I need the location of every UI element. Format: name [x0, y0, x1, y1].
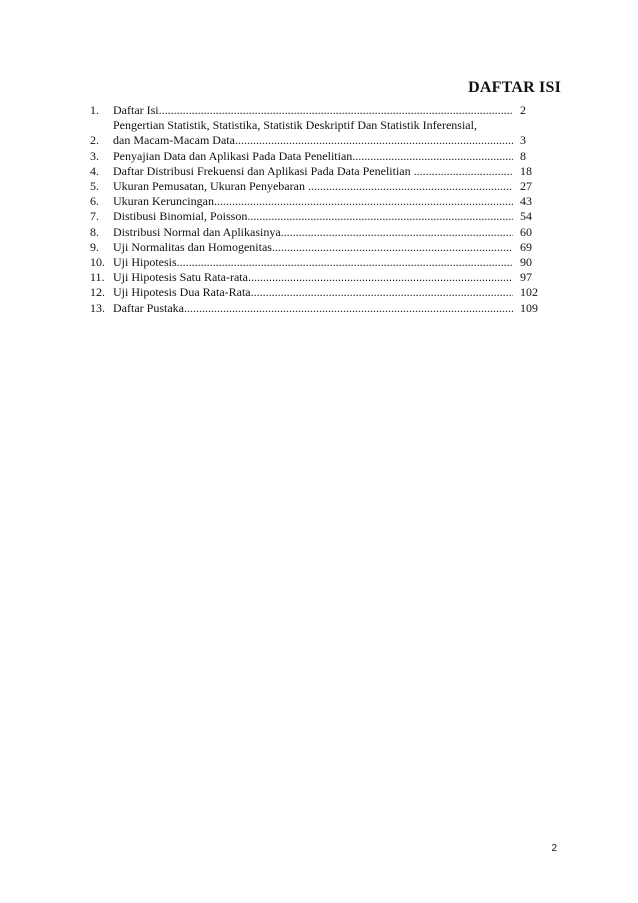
leader-dots [184, 301, 513, 315]
entry-page: 60 [520, 224, 532, 239]
leader-dots [159, 103, 513, 117]
entry-number: 3. [90, 148, 99, 163]
entry-label: Distribusi Normal dan Aplikasinya [113, 224, 281, 239]
leader-dots [247, 209, 513, 223]
leader-dots [281, 225, 513, 239]
toc-entry-4 [90, 164, 550, 179]
entry-page: 97 [520, 270, 532, 285]
leader-dots [272, 240, 513, 254]
entry-number: 10. [90, 255, 105, 270]
entry-number: 2. [90, 133, 99, 148]
entry-page: 27 [520, 179, 532, 194]
toc-entry-6 [90, 194, 550, 209]
toc-entry-13 [90, 301, 550, 316]
toc-title: DAFTAR ISI [468, 79, 561, 96]
entry-number: 9. [90, 239, 99, 254]
leader-dots [308, 179, 513, 193]
entry-label: Daftar Pustaka [113, 300, 184, 315]
toc-entry-11 [90, 270, 550, 285]
toc-entry-9 [90, 240, 550, 255]
entry-page: 43 [520, 194, 532, 209]
entry-label: Distibusi Binomial, Poisson [113, 209, 248, 224]
toc-entry-7 [90, 209, 550, 224]
entry-page: 3 [520, 133, 526, 148]
entry-page: 69 [520, 239, 532, 254]
leader-dots [235, 133, 513, 147]
entry-page: 109 [520, 300, 538, 315]
entry-number: 1. [90, 103, 99, 117]
entry-label: Penyajian Data dan Aplikasi Pada Data Penelitian [113, 148, 353, 163]
entry-label: Uji Normalitas dan Homogenitas [113, 239, 272, 254]
entry-number: 11. [90, 270, 105, 285]
entry-label-continued: dan Macam-Macam Data [113, 133, 235, 148]
entry-label: Uji Hipotesis Satu Rata-rata [113, 270, 248, 285]
entry-page: 2 [520, 103, 526, 117]
leader-dots [414, 164, 513, 178]
entry-label: Daftar Isi [113, 103, 159, 117]
entry-page: 90 [520, 255, 532, 270]
leader-dots [248, 270, 513, 284]
entry-number: 6. [90, 194, 99, 209]
leader-dots [214, 194, 513, 208]
toc-entry-12 [90, 285, 550, 300]
toc-entry-2 [90, 118, 550, 148]
toc-entry-5 [90, 179, 550, 194]
entry-number: 4. [90, 163, 99, 178]
entry-label: Uji Hipotesis [113, 255, 177, 270]
entry-label: Pengertian Statistik, Statistika, Statistik Deskriptif Dan Statistik Inferensial, [113, 118, 477, 133]
entry-number: 12. [90, 285, 105, 300]
entry-number: 8. [90, 224, 99, 239]
footer-page-number: 2 [551, 843, 557, 854]
entry-page: 102 [520, 285, 538, 300]
entry-page: 18 [520, 163, 532, 178]
entry-number: 5. [90, 179, 99, 194]
leader-dots [177, 255, 513, 269]
entry-page: 54 [520, 209, 532, 224]
toc-entry-3 [90, 149, 550, 164]
table-of-contents [90, 103, 550, 316]
entry-label: Uji Hipotesis Dua Rata-Rata [113, 285, 251, 300]
entry-number: 7. [90, 209, 99, 224]
toc-entry-1 [90, 103, 550, 118]
toc-entry-8 [90, 225, 550, 240]
entry-number: 13. [90, 300, 105, 315]
entry-label: Ukuran Pemusatan, Ukuran Penyebaran [113, 179, 308, 194]
toc-entry-10 [90, 255, 550, 270]
entry-label: Daftar Distribusi Frekuensi dan Aplikasi Pada Data Penelitian [113, 163, 414, 178]
entry-label: Ukuran Keruncingan [113, 194, 214, 209]
leader-dots [352, 149, 513, 163]
leader-dots [251, 285, 513, 299]
entry-page: 8 [520, 148, 526, 163]
